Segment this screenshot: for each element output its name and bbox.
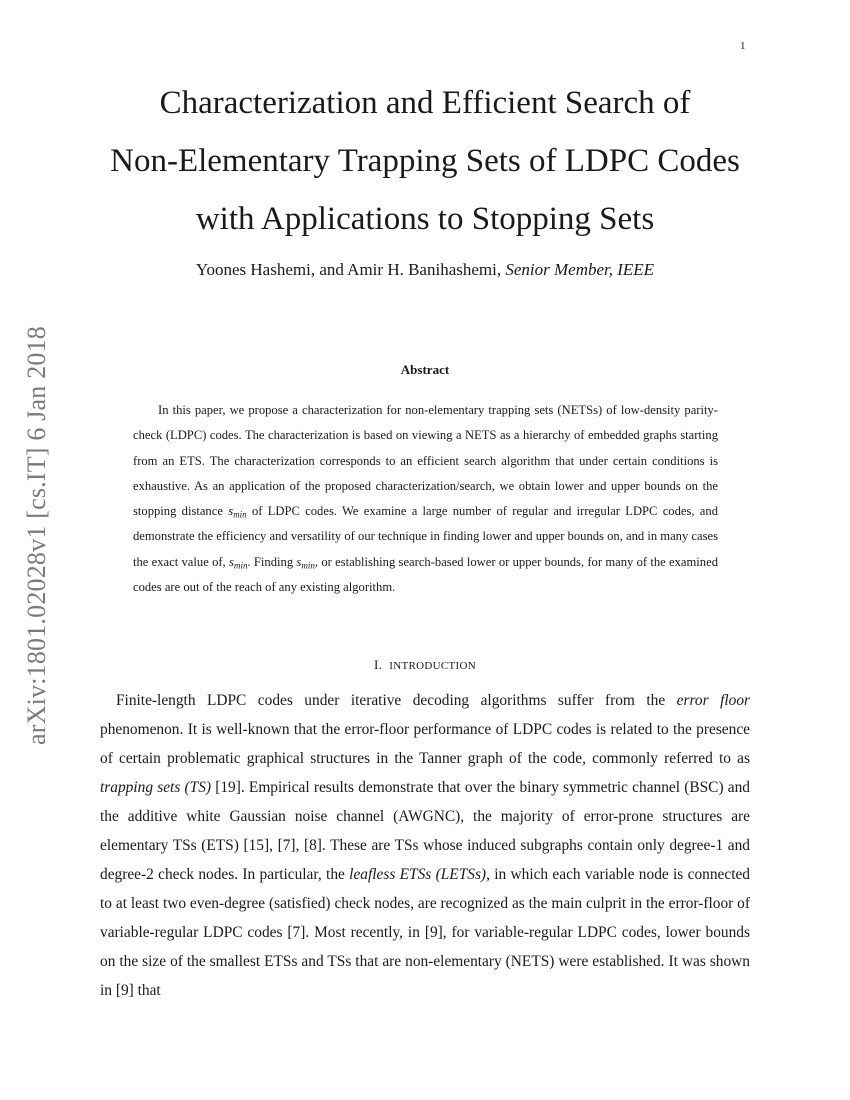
intro-text-4: , in which each variable node is connected to at least two even-degree (satisfied) check nodes, are recognized as the main culprit in the error-floor of variable-regular LDPC codes [7]. Most recently, in [9], for variable-regular LDPC codes, lower bounds on the size of the smallest ETSs and TSs that are non-elementary (NETS) were established. It was shown in [9] that: [100, 866, 750, 999]
section-title: INTRODUCTION: [389, 660, 476, 672]
abstract-heading: Abstract: [400, 362, 450, 377]
introduction-paragraph: [100, 686, 750, 1005]
abstract-part-2: of LDPC codes. We examine a large number of regular and irregular LDPC codes, and demonstrate the efficiency and versatility of our technique in finding lower and upper bounds on, and in many cases the exact value of,: [133, 504, 718, 569]
intro-emphasis-letss: leafless ETSs (LETSs): [349, 866, 487, 883]
author-line: [60, 260, 790, 280]
title-line-2: Non-Elementary Trapping Sets of LDPC Codes: [110, 143, 740, 179]
title-line-3: with Applications to Stopping Sets: [195, 201, 655, 237]
section-numeral: I.: [374, 657, 383, 672]
paper-title: [60, 74, 790, 248]
author-affiliation: Senior Member, IEEE: [505, 260, 655, 279]
arxiv-identifier-stamp: arXiv:1801.02028v1 [cs.IT] 6 Jan 2018: [22, 326, 51, 745]
math-s-min: $s_{min}$: [228, 504, 247, 520]
math-s-min: $s_{min}$: [296, 554, 315, 571]
intro-text-2: phenomenon. It is well-known that the error-floor performance of LDPC codes is related to the presence of certain problematic graphical structures in the Tanner graph of the code, commonly referred to as: [100, 721, 750, 767]
intro-emphasis-trapping-sets: trapping sets (TS): [100, 779, 212, 796]
intro-emphasis-error-floor: error floor: [676, 692, 750, 709]
intro-text-3: [19]. Empirical results demonstrate that over the binary symmetric channel (BSC) and the additive white Gaussian noise channel (AWGNC), the majority of error-prone structures are elementary TSs (ETS) [15], [7], [8]. These are TSs whose induced subgraphs contain only degree-1 and degree-2 check nodes. In particular, the: [100, 779, 750, 883]
abstract-part-4: , or establishing search-based lower or upper bounds, for many of the examined codes are out of the reach of any existing algorithm.: [133, 554, 718, 595]
abstract-part-1: In this paper, we propose a characterization for non-elementary trapping sets (NETSs) of low-density parity-check (LDPC) codes. The characterization is based on viewing a NETS as a hierarchy of embedded graphs starting from an ETS. The characterization corresponds to an efficient search algorithm that under certain conditions is exhaustive. As an application of the proposed characterization/search, we obtain lower and upper bounds on the stopping distance: [133, 403, 718, 519]
abstract-part-3: . Finding: [247, 554, 297, 569]
intro-text-1: Finite-length LDPC codes under iterative decoding algorithms suffer from the: [116, 692, 677, 709]
abstract-text: [133, 398, 718, 600]
author-names: Yoones Hashemi, and Amir H. Banihashemi,: [195, 260, 506, 279]
page-number: 1: [740, 40, 746, 52]
title-line-1: Characterization and Efficient Search of: [159, 85, 691, 121]
math-s-min: $s_{min}$: [229, 554, 248, 571]
section-heading-introduction: [60, 657, 790, 673]
